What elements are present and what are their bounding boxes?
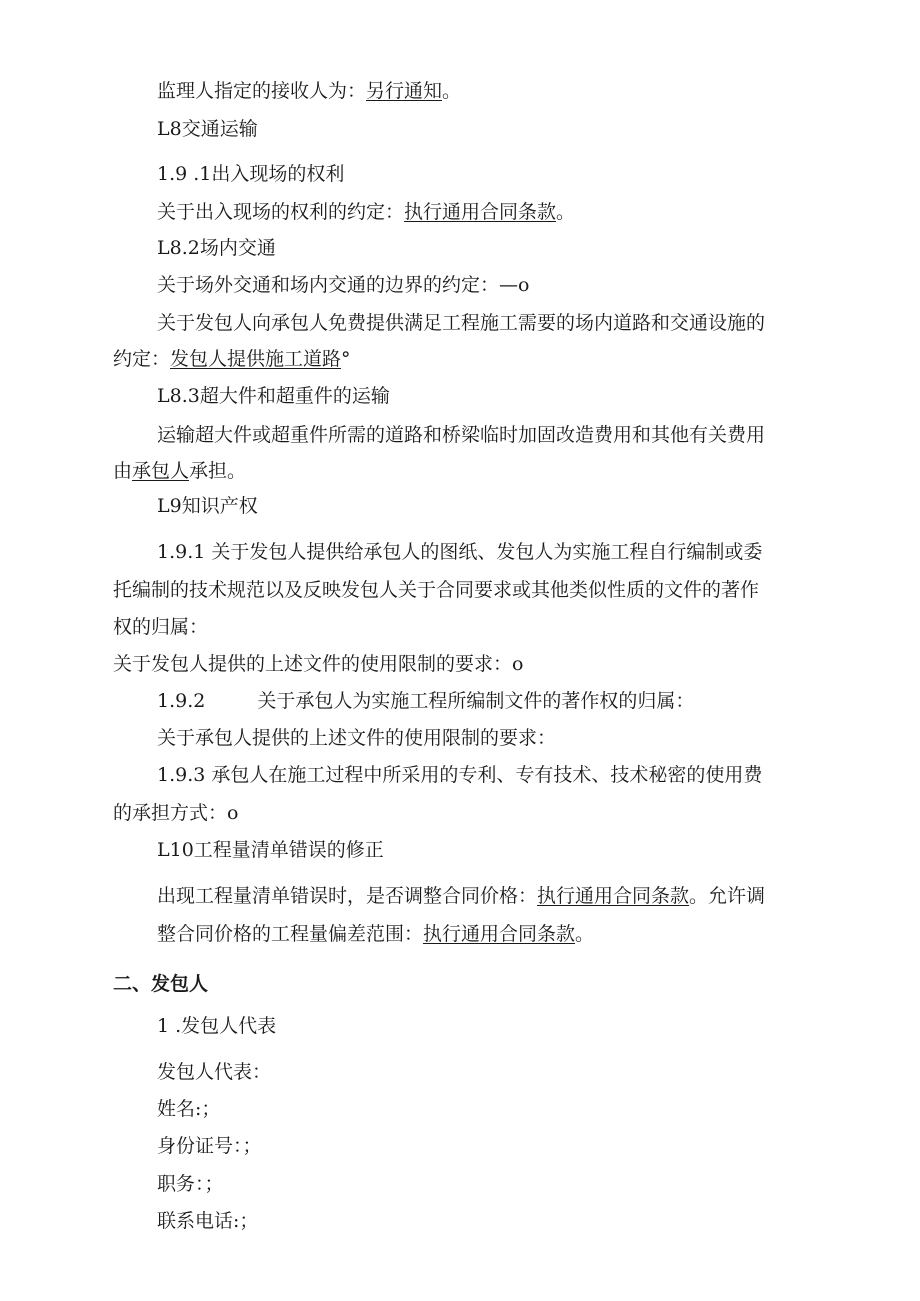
- text: 。允许调: [689, 885, 766, 907]
- heading-traffic: L8交通运输: [157, 118, 258, 140]
- ip-contractor-line: [157, 689, 694, 713]
- site-access-line: [157, 200, 575, 224]
- text: 由: [113, 460, 133, 482]
- field-phone: 联系电话:；: [157, 1210, 259, 1232]
- text: 监理人指定的接收人为：: [157, 80, 367, 102]
- paragraph-line: 权的归属：: [113, 616, 209, 638]
- paragraph-line: 运输超大件或超重件所需的道路和桥梁临时加固改造费用和其他有关费用: [157, 424, 766, 446]
- road-provision-line: [113, 347, 351, 371]
- heading-employer-rep: 1 .发包人代表: [157, 1015, 277, 1037]
- text: 承担。: [189, 460, 247, 482]
- field-label: 发包人代表：: [157, 1061, 272, 1083]
- text: 。: [575, 923, 595, 945]
- underlined-value: 执行通用合同条款: [404, 201, 557, 223]
- field-id-number: 身份证号：；: [157, 1135, 262, 1157]
- text: 出现工程量清单错误时，是否调整合同价格：: [157, 885, 538, 907]
- text: 关于承包人为实施工程所编制文件的著作权的归属：: [257, 690, 695, 712]
- text: 整合同价格的工程量偏差范围：: [157, 923, 424, 945]
- underlined-value: 执行通用合同条款: [537, 885, 690, 907]
- underlined-value: 另行通知: [366, 80, 443, 102]
- heading-ip: L9知识产权: [157, 495, 258, 517]
- heading-oversize-transport: L8.3超大件和超重件的运输: [157, 385, 390, 407]
- paragraph-line: 关于发包人向承包人免费提供满足工程施工需要的场内道路和交通设施的: [157, 312, 766, 334]
- underlined-value: 发包人提供施工道路: [170, 348, 342, 370]
- paragraph-line: 1.9.3 承包人在施工过程中所采用的专利、专有技术、技术秘密的使用费: [157, 764, 763, 786]
- receiver-line: [157, 79, 461, 103]
- paragraph-line: 关于发包人提供的上述文件的使用限制的要求：o: [113, 653, 524, 675]
- paragraph-line: 的承担方式：o: [113, 802, 239, 824]
- clause-number: 1.9.2: [157, 690, 206, 712]
- paragraph-line: 1.9.1 关于发包人提供给承包人的图纸、发包人为实施工程自行编制或委: [157, 541, 763, 563]
- heading-bill-correction: L10工程量清单错误的修正: [157, 839, 384, 861]
- heading-internal-traffic: L8.2场内交通: [157, 237, 276, 259]
- text: 约定：: [113, 348, 171, 370]
- price-adjust-line: [157, 884, 765, 908]
- section-title: 二、发包人: [113, 973, 209, 995]
- underlined-value: 承包人: [132, 460, 190, 482]
- field-name: 姓名:；: [157, 1098, 221, 1120]
- text: °: [341, 348, 351, 370]
- traffic-boundary-line: 关于场外交通和场内交通的边界的约定：—o: [157, 274, 530, 296]
- deviation-range-line: [157, 922, 594, 946]
- heading-site-access: 1.9 .1出入现场的权利: [157, 163, 345, 185]
- text: 。: [442, 80, 462, 102]
- paragraph-line: 关于承包人提供的上述文件的使用限制的要求：: [157, 727, 557, 749]
- text: 。: [556, 201, 576, 223]
- paragraph-line: 托编制的技术规范以及反映发包人关于合同要求或其他类似性质的文件的著作: [113, 579, 760, 601]
- text: 关于出入现场的权利的约定：: [157, 201, 405, 223]
- underlined-value: 执行通用合同条款: [423, 923, 576, 945]
- field-position: 职务：；: [157, 1173, 224, 1195]
- cost-bearer-line: [113, 459, 246, 483]
